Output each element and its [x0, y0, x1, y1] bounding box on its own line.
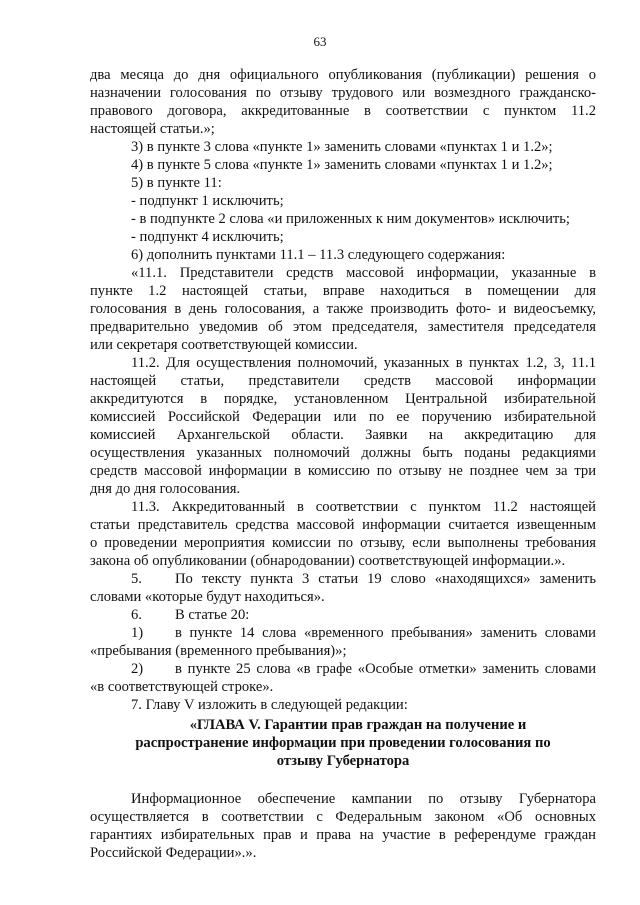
text-line: 7. Главу V изложить в следующей редакции:	[131, 697, 408, 713]
text-line: дня до дня голосования.	[90, 481, 241, 497]
text-line: Информационное обеспечение кампании по отзыву Губернатора	[131, 791, 596, 807]
text-line: - в подпункте 2 слова «и приложенных к ним документов» исключить;	[131, 211, 570, 227]
item-number: 2)	[131, 661, 144, 677]
text-line: или секретаря соответствующей комиссии.	[90, 337, 358, 353]
text-line: аккредитуются в порядке, установленном Центральной избирательной	[90, 391, 596, 407]
text-line: По тексту пункта 3 статьи 19 слово «находящихся» заменить	[175, 571, 596, 587]
text-line: - подпункт 1 исключить;	[131, 193, 284, 209]
text-line: 11.3. Аккредитованный в соответствии с пунктом 11.2 настоящей	[131, 499, 596, 515]
text-line: 3) в пункте 3 слова «пункте 1» заменить словами «пунктах 1 и 1.2»;	[131, 139, 553, 155]
text-line: комиссией Архангельской области. Заявки на аккредитацию для	[90, 427, 596, 443]
item-number: 1)	[131, 625, 144, 641]
text-line: настоящей статьи, представители средств массовой информации	[90, 373, 596, 389]
text-line: 6) дополнить пунктами 11.1 – 11.3 следующего содержания:	[131, 247, 506, 263]
page-number: 63	[313, 34, 327, 49]
text-line: правового договора, аккредитованные в соответствии с пунктом 11.2	[90, 103, 596, 119]
item-number: 6.	[131, 607, 142, 623]
text-line: Российской Федерации».».	[90, 845, 257, 861]
item-number: 5.	[131, 571, 142, 587]
text-line: гарантиях избирательных прав и права на участие в референдуме граждан	[90, 827, 596, 843]
text-line: настоящей статьи.»;	[90, 121, 215, 137]
text-line: голосования в день голосования, а также производить фото- и видеосъемку,	[90, 301, 596, 317]
text-line: «11.1. Представители средств массовой информации, указанные в	[131, 265, 596, 281]
text-line: в пункте 25 слова «в графе «Особые отметки» заменить словами	[175, 661, 596, 677]
text-line: «в соответствующей строке».	[90, 679, 274, 695]
text-line: закона об опубликовании (обнародовании) соответствующей информации.».	[90, 553, 566, 569]
text-line: комиссией Российской Федерации или по ее поручению избирательной	[90, 409, 596, 425]
text-line: осуществляется в соответствии с Федеральным законом «Об основных	[90, 809, 596, 825]
text-line: о проведении мероприятия комиссии по отзыву, если выполнены требования	[90, 535, 596, 551]
text-line: средств массовой информации в комиссию по отзыву не позднее чем за три	[90, 463, 596, 479]
text-line: осуществления указанных полномочий должны быть поданы редакциями	[90, 445, 596, 461]
text-line: «пребывания (временного пребывания)»;	[90, 643, 347, 659]
text-line: пункте 1.2 настоящей статьи, вправе находиться в помещении для	[90, 283, 596, 299]
chapter-heading-line: распространение информации при проведении голосования по	[135, 735, 551, 751]
text-line: назначении голосования по отзыву трудового или возмездного гражданско-	[90, 85, 596, 101]
text-line: предварительно уведомив об этом председателя, заместителя председателя	[90, 319, 596, 335]
text-line: - подпункт 4 исключить;	[131, 229, 284, 245]
text-line: статьи представитель средства массовой информации считается извещенным	[90, 517, 596, 533]
text-line: 5) в пункте 11:	[131, 175, 222, 191]
chapter-heading-line: «ГЛАВА V. Гарантии прав граждан на получение и	[189, 717, 527, 733]
text-line: два месяца до дня официального опубликования (публикации) решения о	[90, 67, 596, 83]
text-line: 11.2. Для осуществления полномочий, указанных в пунктах 1.2, 3, 11.1	[131, 355, 596, 371]
chapter-heading-line: отзыву Губернатора	[276, 753, 410, 769]
text-line: словами «которые будут находиться».	[90, 589, 325, 605]
text-line: В статье 20:	[175, 607, 250, 623]
text-line: в пункте 14 слова «временного пребывания» заменить словами	[175, 625, 596, 641]
text-line: 4) в пункте 5 слова «пункте 1» заменить словами «пунктах 1 и 1.2»;	[131, 157, 553, 173]
